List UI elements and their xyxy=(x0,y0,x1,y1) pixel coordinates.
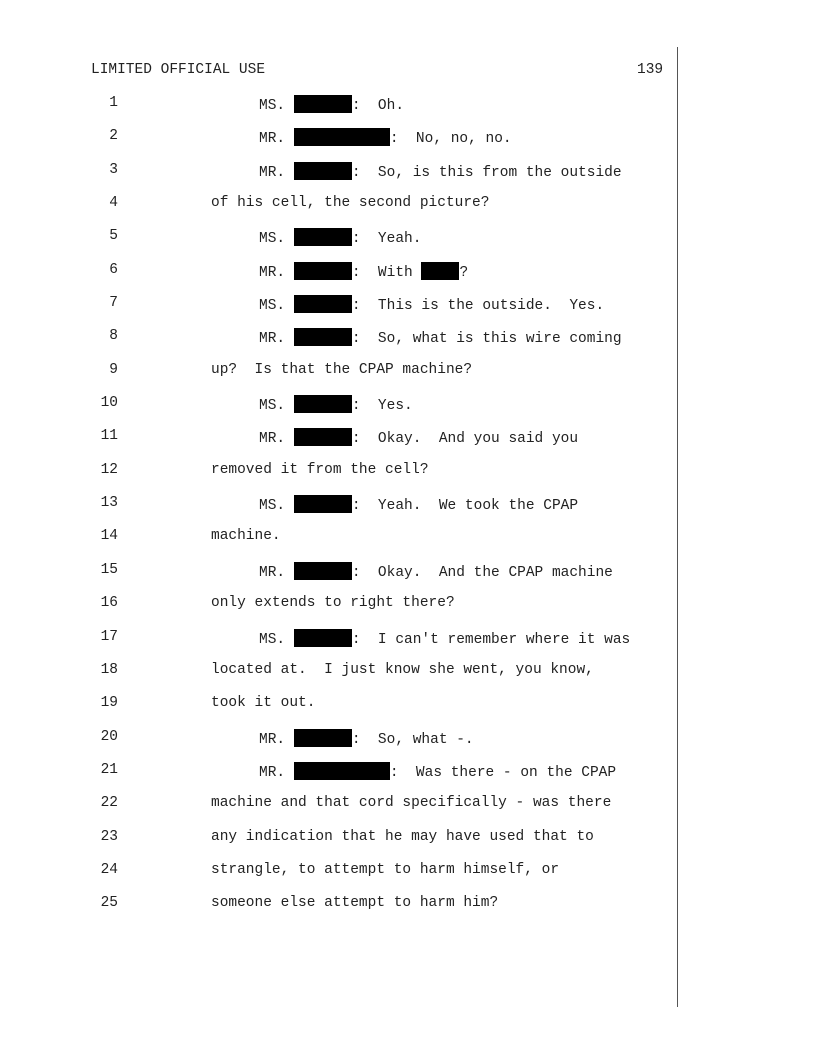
utterance: : Yeah. xyxy=(351,231,422,248)
line-text: machine. xyxy=(211,528,281,545)
line-number: 16 xyxy=(100,595,118,612)
redaction-block xyxy=(294,162,352,180)
redaction-block xyxy=(294,562,352,580)
line-text xyxy=(259,428,578,447)
line-number: 13 xyxy=(100,495,118,512)
utterance: : With xyxy=(351,264,422,281)
line-text: located at. I just know she went, you know, xyxy=(211,661,594,678)
line-text xyxy=(259,328,622,347)
speaker-title: MS. xyxy=(259,298,294,315)
line-text xyxy=(259,95,404,114)
utterance-end: ? xyxy=(459,264,469,281)
utterance: : Yes. xyxy=(351,398,413,415)
transcript-line xyxy=(0,162,676,195)
transcript-line xyxy=(0,595,676,628)
speaker-title: MR. xyxy=(259,564,294,581)
page-number: 139 xyxy=(637,62,664,78)
utterance: : So, what is this wire coming xyxy=(351,331,622,348)
speaker-title: MR. xyxy=(259,131,294,148)
line-number: 19 xyxy=(100,695,118,712)
transcript-line xyxy=(0,862,676,895)
line-number: 12 xyxy=(100,461,118,478)
speaker-title: MS. xyxy=(259,98,294,114)
line-text: someone else attempt to harm him? xyxy=(211,895,499,912)
transcript-line xyxy=(0,428,676,461)
transcript-line xyxy=(0,695,676,728)
transcript-line xyxy=(0,328,676,361)
transcript-line xyxy=(0,395,676,428)
line-number: 10 xyxy=(100,395,118,412)
redaction-block xyxy=(294,328,352,346)
line-text: removed it from the cell? xyxy=(211,461,429,478)
line-number: 24 xyxy=(100,861,118,878)
redaction-block xyxy=(294,262,352,280)
line-text: took it out. xyxy=(211,695,316,712)
transcript-line xyxy=(0,762,676,795)
utterance: : Okay. And you said you xyxy=(351,431,579,448)
classification-header: LIMITED OFFICIAL USE xyxy=(91,62,266,78)
speaker-title: MS. xyxy=(259,398,294,415)
redaction-block xyxy=(294,295,352,313)
line-text: only extends to right there? xyxy=(211,595,455,612)
speaker-title: MR. xyxy=(259,731,294,748)
utterance: : No, no, no. xyxy=(389,131,512,148)
utterance: : So, what -. xyxy=(351,731,474,748)
line-number: 11 xyxy=(100,428,118,445)
transcript-line xyxy=(0,495,676,528)
transcript-line xyxy=(0,195,676,228)
line-text: up? Is that the CPAP machine? xyxy=(211,361,473,378)
line-text xyxy=(259,762,616,781)
speaker-title: MR. xyxy=(259,264,294,281)
line-text xyxy=(259,395,413,414)
transcript-line xyxy=(0,729,676,762)
redaction-block xyxy=(421,262,459,280)
transcript-line xyxy=(0,629,676,662)
line-text xyxy=(259,295,604,314)
line-number: 8 xyxy=(109,328,118,345)
line-number: 4 xyxy=(109,195,118,212)
utterance: : Oh. xyxy=(351,98,405,114)
utterance: : So, is this from the outside xyxy=(351,164,622,181)
transcript-line xyxy=(0,128,676,161)
transcript-line xyxy=(0,262,676,295)
transcript-line xyxy=(0,662,676,695)
line-number: 18 xyxy=(100,661,118,678)
line-number: 22 xyxy=(100,795,118,812)
line-text xyxy=(259,495,578,514)
speaker-title: MR. xyxy=(259,164,294,181)
line-number: 17 xyxy=(100,628,118,645)
redaction-block xyxy=(294,762,390,780)
speaker-title: MS. xyxy=(259,498,294,515)
line-number: 3 xyxy=(109,161,118,178)
utterance: : I can't remember where it was xyxy=(351,631,631,648)
transcript-line xyxy=(0,95,676,128)
utterance: : Okay. And the CPAP machine xyxy=(351,564,613,581)
line-text xyxy=(259,629,630,648)
transcript-line xyxy=(0,795,676,828)
line-text xyxy=(259,162,622,181)
line-number: 7 xyxy=(109,295,118,312)
transcript-line xyxy=(0,228,676,261)
redaction-block xyxy=(294,495,352,513)
speaker-title: MS. xyxy=(259,631,294,648)
line-number: 20 xyxy=(100,728,118,745)
line-text xyxy=(259,128,512,147)
transcript-line xyxy=(0,462,676,495)
transcript-line xyxy=(0,295,676,328)
speaker-title: MS. xyxy=(259,231,294,248)
line-number: 5 xyxy=(109,228,118,245)
line-text xyxy=(259,729,474,748)
line-number: 1 xyxy=(109,95,118,111)
redaction-block xyxy=(294,95,352,113)
line-text: any indication that he may have used that to xyxy=(211,828,594,845)
redaction-block xyxy=(294,729,352,747)
redaction-block xyxy=(294,395,352,413)
line-text: machine and that cord specifically - was there xyxy=(211,795,612,812)
line-text xyxy=(259,228,421,247)
transcript-line xyxy=(0,562,676,595)
utterance: : Yeah. We took the CPAP xyxy=(351,498,579,515)
speaker-title: MR. xyxy=(259,764,294,781)
line-number: 15 xyxy=(100,561,118,578)
utterance: : This is the outside. Yes. xyxy=(351,298,605,315)
line-text: of his cell, the second picture? xyxy=(211,195,490,212)
line-text: strangle, to attempt to harm himself, or xyxy=(211,861,560,878)
redaction-block xyxy=(294,629,352,647)
transcript-line xyxy=(0,895,676,928)
line-number: 9 xyxy=(109,361,118,378)
redaction-block xyxy=(294,128,390,146)
redaction-block xyxy=(294,228,352,246)
line-text xyxy=(259,562,613,581)
line-text xyxy=(259,262,468,281)
line-number: 14 xyxy=(100,528,118,545)
redaction-block xyxy=(294,428,352,446)
speaker-title: MR. xyxy=(259,431,294,448)
line-number: 21 xyxy=(100,761,118,778)
speaker-title: MR. xyxy=(259,331,294,348)
line-number: 6 xyxy=(109,261,118,278)
transcript-line xyxy=(0,829,676,862)
line-number: 23 xyxy=(100,828,118,845)
utterance: : Was there - on the CPAP xyxy=(389,764,617,781)
right-margin-rule xyxy=(677,47,678,1007)
transcript-body xyxy=(0,95,676,929)
transcript-line xyxy=(0,528,676,561)
line-number: 2 xyxy=(109,128,118,145)
transcript-line xyxy=(0,362,676,395)
line-number: 25 xyxy=(100,895,118,912)
